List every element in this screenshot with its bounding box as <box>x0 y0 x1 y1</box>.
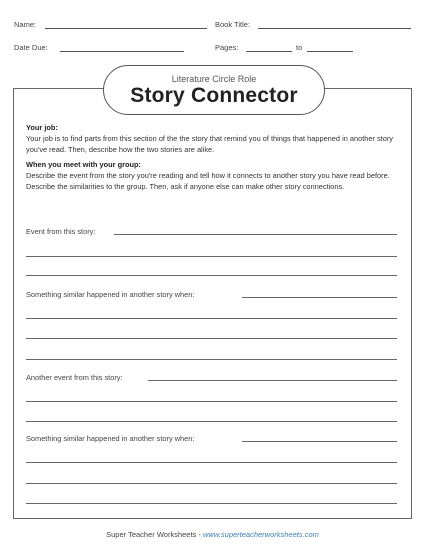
footer-url-link[interactable]: www.superteacherworksheets.com <box>202 530 319 539</box>
pages-to-field[interactable] <box>307 51 353 52</box>
book-title-label: Book Title: <box>215 20 251 29</box>
event-prompt-2: Another event from this story: <box>26 373 123 382</box>
similar-2-line-3[interactable] <box>26 483 397 484</box>
name-label: Name: <box>14 20 37 29</box>
group-heading: When you meet with your group: <box>26 160 141 169</box>
footer-separator: - <box>196 530 203 539</box>
role-title: Story Connector <box>130 84 298 107</box>
similar-2-line-4[interactable] <box>26 503 397 504</box>
footer <box>0 530 425 539</box>
pages-to-label: to <box>296 43 303 52</box>
date-due-field[interactable] <box>60 51 184 52</box>
similar-2-line-1[interactable] <box>242 441 397 442</box>
group-text: Describe the event from the story you're reading and tell how it connects to another story you have read before. Describe the similarities to the group. Then, ask if anyone else can make other story connections. <box>26 171 390 191</box>
similar-1-line-3[interactable] <box>26 338 397 339</box>
book-title-field[interactable] <box>258 28 411 29</box>
job-heading: Your job: <box>26 123 58 132</box>
job-text: Your job is to find parts from this section of the the story that remind you of things that happened in another story you've read. Then, describe how the two stories are alike. <box>26 134 394 154</box>
event-1-line-1[interactable] <box>114 234 397 235</box>
event-1-line-2[interactable] <box>26 256 397 257</box>
similar-1-line-4[interactable] <box>26 359 397 360</box>
event-2-line-1[interactable] <box>148 380 397 381</box>
similar-prompt-1: Something similar happened in another story when: <box>26 290 195 299</box>
role-badge <box>103 65 325 115</box>
event-2-line-2[interactable] <box>26 401 397 402</box>
date-due-label: Date Due: <box>14 43 48 52</box>
event-2-line-3[interactable] <box>26 421 397 422</box>
role-subtitle: Literature Circle Role <box>171 74 257 84</box>
name-field[interactable] <box>45 28 207 29</box>
pages-label: Pages: <box>215 43 239 52</box>
similar-1-line-2[interactable] <box>26 318 397 319</box>
pages-from-field[interactable] <box>246 51 292 52</box>
event-1-line-3[interactable] <box>26 275 397 276</box>
event-prompt-1: Event from this story: <box>26 227 96 236</box>
footer-brand: Super Teacher Worksheets <box>106 530 197 539</box>
similar-2-line-2[interactable] <box>26 462 397 463</box>
similar-1-line-1[interactable] <box>242 297 397 298</box>
similar-prompt-2: Something similar happened in another story when: <box>26 434 195 443</box>
